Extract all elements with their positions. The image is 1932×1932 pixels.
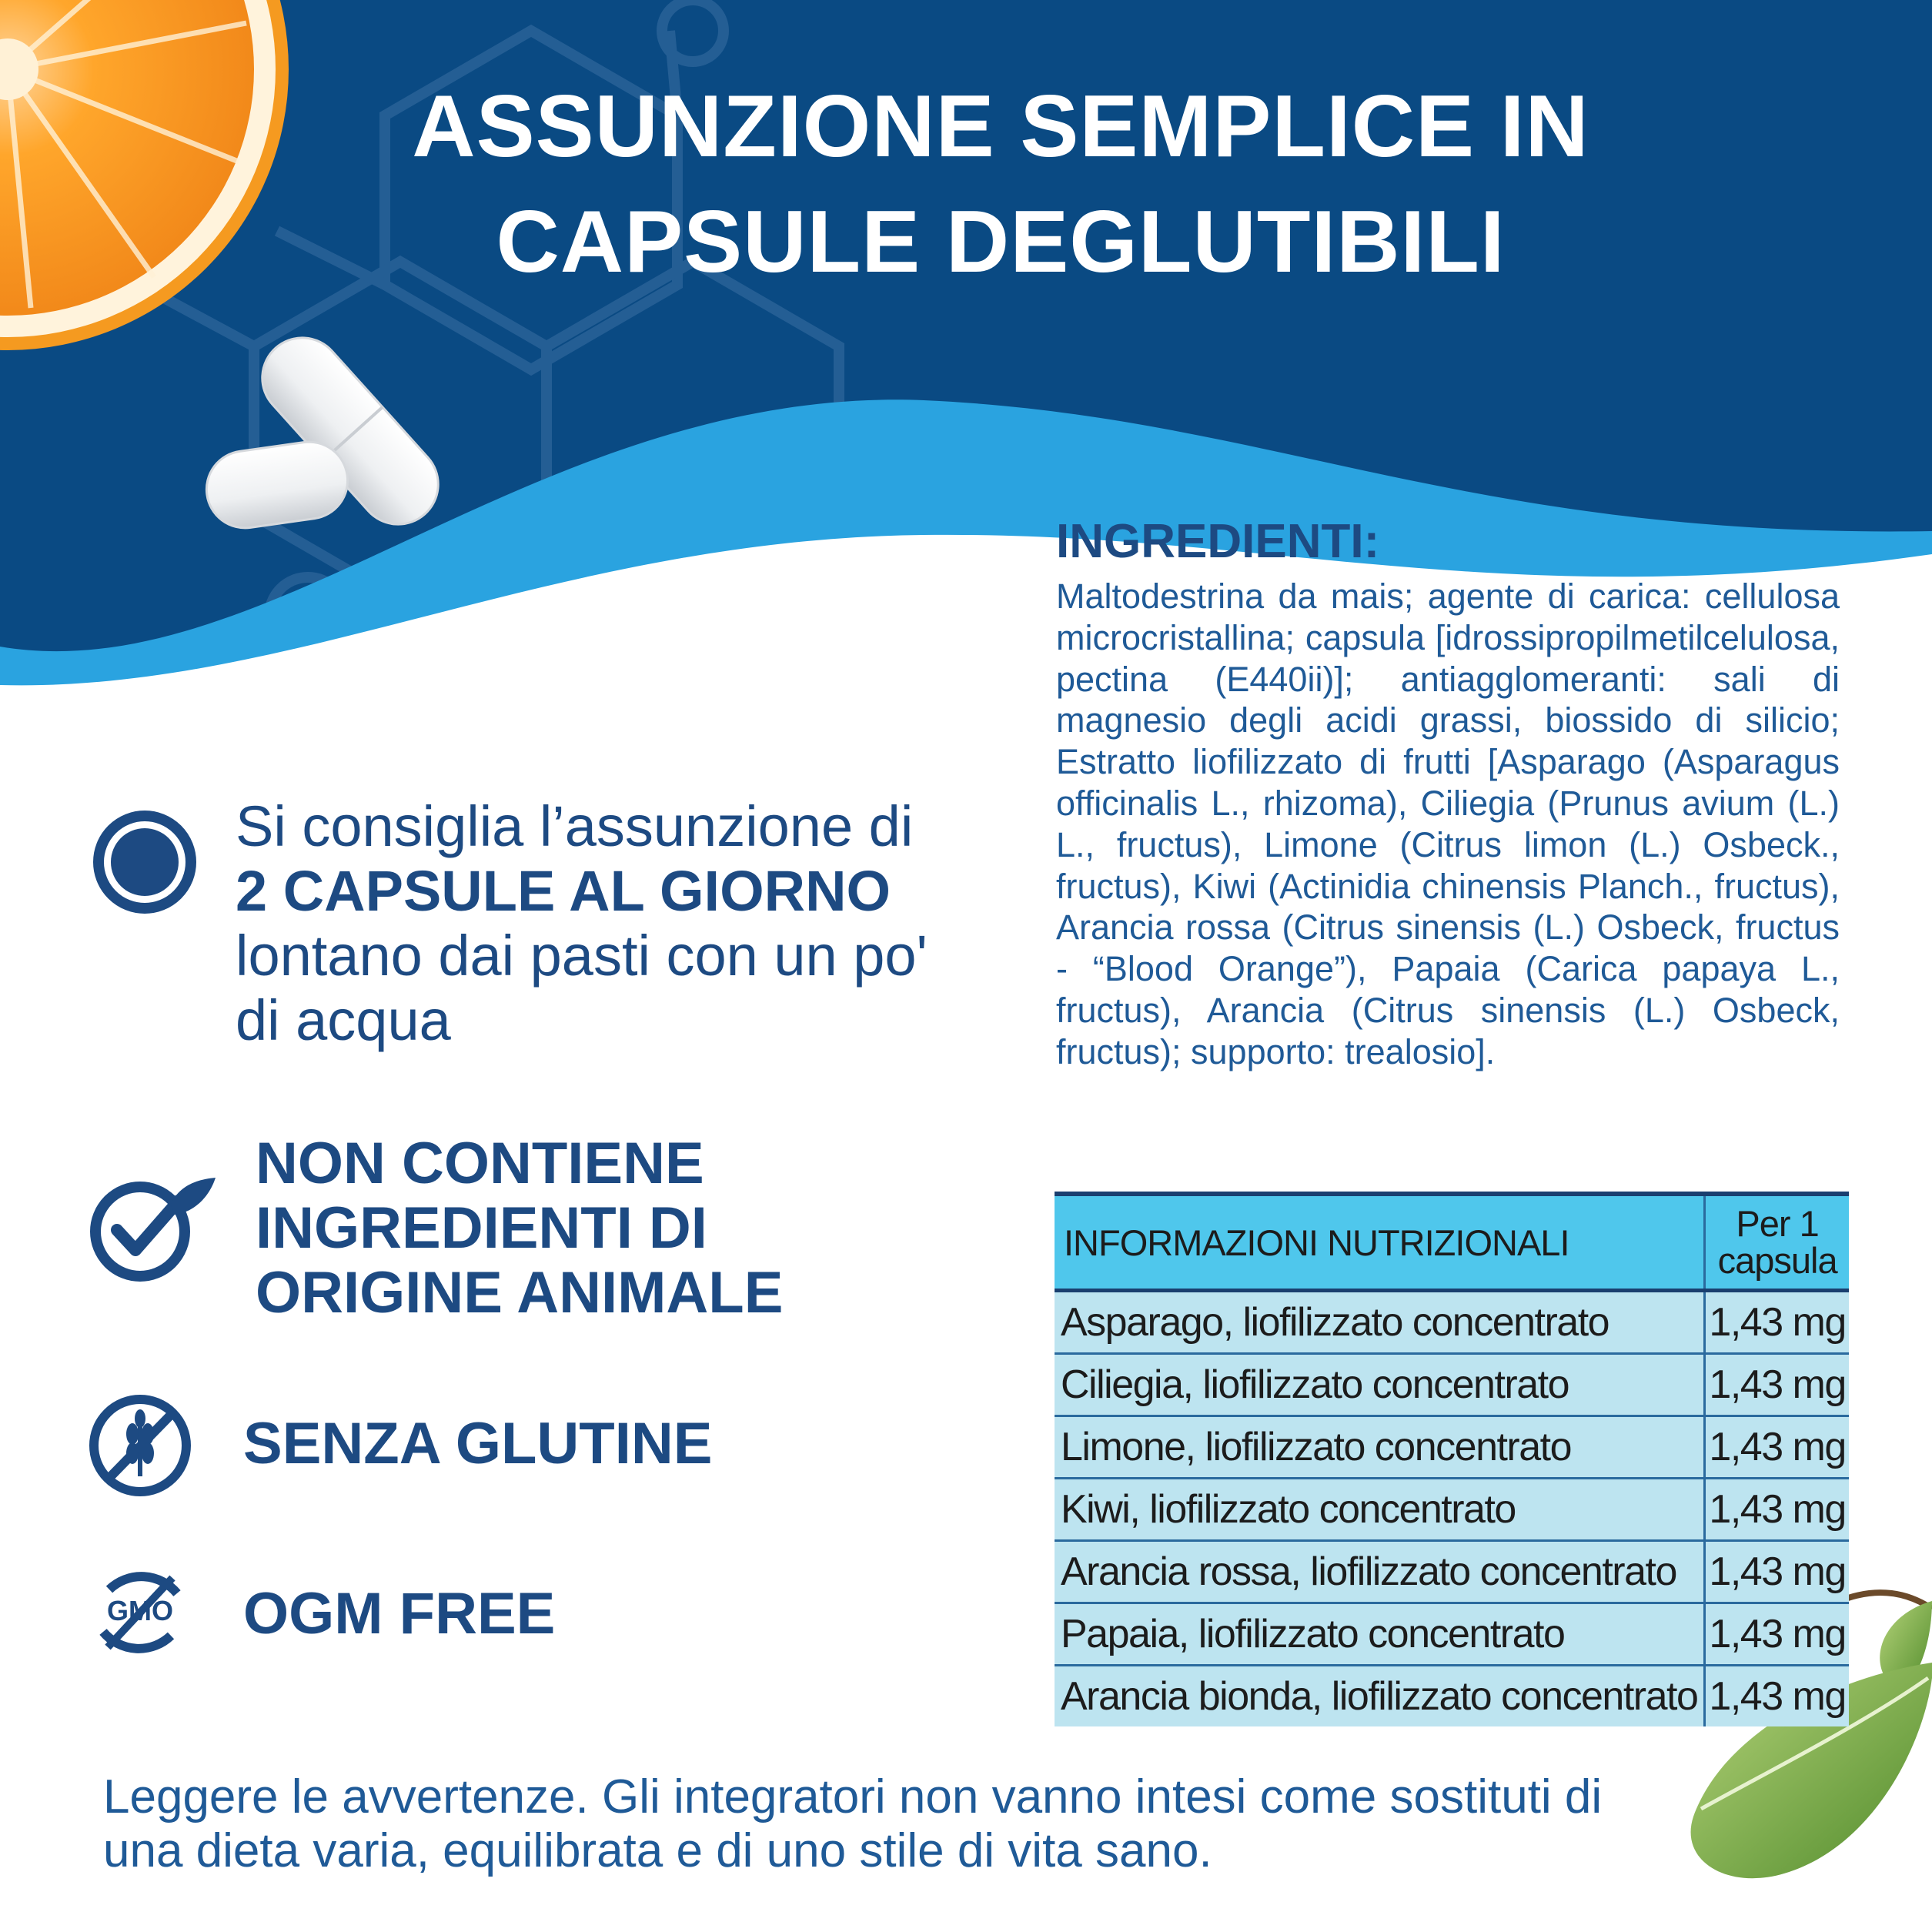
dosage-text-b: lontano dai pasti con un po' di acqua [236, 924, 928, 1052]
footer-line-2: una dieta varia, equilibrata e di uno stile di vita sano. [103, 1824, 1212, 1877]
table-cell-name: Asparago, liofilizzato concentrato [1055, 1291, 1705, 1354]
dosage-text-a: Si consiglia l’assunzione di [236, 794, 914, 858]
table-header-name: INFORMAZIONI NUTRIZIONALI [1055, 1194, 1705, 1291]
nutrition-table [1055, 1192, 1849, 1726]
table-cell-name: Arancia rossa, liofilizzato concentrato [1055, 1541, 1705, 1603]
table-cell-value: 1,43 mg [1705, 1416, 1849, 1479]
table-header-value-line-2: capsula [1717, 1240, 1837, 1281]
vegan-text [256, 1131, 783, 1325]
ingredients-title: INGREDIENTI: [1056, 515, 1380, 568]
ingredients-text: Maltodestrina da mais; agente di carica: cellulosa microcristallina; capsula [idrossipropilmetilcelulosa, pectina (E440ii)]; antiagglomeranti: sali di magnesio degli acidi grassi, biossido di silicio; Estratto liofilizzato di frutti [Asparago (Asparagus officinalis L., rhizoma), Ciliegia (Prunus avium (L.) L., fructus), Limone (Citrus limon (L.) Osbeck., fructus), Kiwi (Actinidia chinensis Planch., fructus), Arancia rossa (Citrus sinensis (L.) Osbeck, fructus - “Blood Orange”), Papaia (Carica papaya L., fructus), Arancia (Citrus sinensis (L.) Osbeck, fructus); supporto: trealosio]. [1056, 577, 1840, 1071]
table-row [1055, 1354, 1849, 1416]
table-cell-name: Arancia bionda, liofilizzato concentrato [1055, 1666, 1705, 1727]
table-cell-value: 1,43 mg [1705, 1603, 1849, 1666]
table-cell-value: 1,43 mg [1705, 1354, 1849, 1416]
table-cell-name: Limone, liofilizzato concentrato [1055, 1416, 1705, 1479]
dosage-text [236, 794, 959, 1053]
table-row [1055, 1479, 1849, 1541]
table-cell-value: 1,43 mg [1705, 1479, 1849, 1541]
table-row [1055, 1416, 1849, 1479]
table-cell-name: Papaia, liofilizzato concentrato [1055, 1603, 1705, 1666]
table-cell-name: Kiwi, liofilizzato concentrato [1055, 1479, 1705, 1541]
table-cell-name: Ciliegia, liofilizzato concentrato [1055, 1354, 1705, 1416]
table-row [1055, 1541, 1849, 1603]
table-cell-value: 1,43 mg [1705, 1541, 1849, 1603]
circle-dot-icon [91, 808, 199, 916]
table-row [1055, 1291, 1849, 1354]
vegan-line-2: INGREDIENTI DI [256, 1195, 707, 1261]
no-gluten-icon [86, 1392, 194, 1499]
table-header-value-line-1: Per 1 [1736, 1203, 1819, 1244]
footer-line-1: Leggere le avvertenze. Gli integratori non vanno intesi come sostituti di [103, 1770, 1603, 1823]
table-row [1055, 1666, 1849, 1727]
gmo-icon-label: GMO [107, 1595, 173, 1626]
vegan-line-3: ORIGINE ANIMALE [256, 1260, 784, 1325]
table-cell-value: 1,43 mg [1705, 1291, 1849, 1354]
footer-disclaimer [103, 1770, 1874, 1878]
title-line-1: ASSUNZIONE SEMPLICE IN [412, 78, 1589, 175]
gluten-free-text: SENZA GLUTINE [243, 1411, 713, 1476]
title-line-2: CAPSULE DEGLUTIBILI [496, 193, 1506, 291]
leaf-check-icon [86, 1170, 217, 1285]
table-header-row [1055, 1194, 1849, 1291]
table-header-value [1705, 1194, 1849, 1291]
vegan-line-1: NON CONTIENE [256, 1131, 704, 1196]
gmo-free-icon [86, 1559, 194, 1666]
dosage-bold: 2 CAPSULE AL GIORNO [236, 859, 891, 923]
table-cell-value: 1,43 mg [1705, 1666, 1849, 1727]
table-row [1055, 1603, 1849, 1666]
gmo-free-text: OGM FREE [243, 1581, 556, 1646]
page-title [254, 69, 1747, 300]
